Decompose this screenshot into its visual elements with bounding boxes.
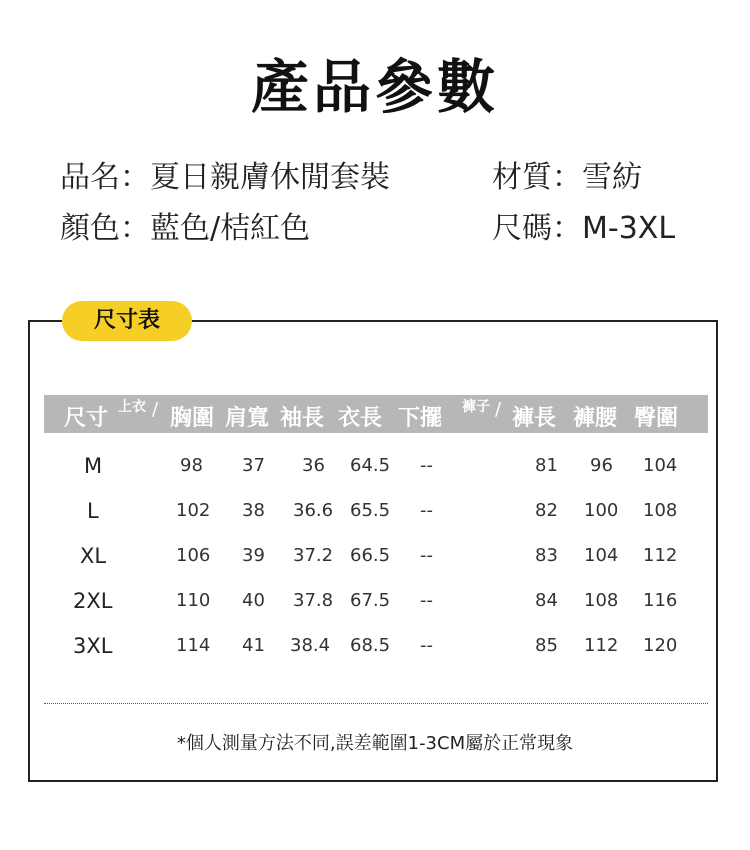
- cell-waist: 112: [584, 635, 619, 656]
- header-hem: 下擺: [398, 406, 443, 431]
- product-name-value: 夏日親膚休閒套裝: [150, 160, 390, 195]
- cell-shoulder: 38: [242, 500, 265, 521]
- cell-hem: --: [420, 500, 433, 521]
- cell-size: 3XL: [73, 634, 113, 658]
- product-name: [60, 152, 390, 196]
- table-row: [0, 496, 750, 526]
- cell-hip: 108: [643, 500, 678, 521]
- cell-pants-length: 83: [535, 545, 558, 566]
- cell-length: 66.5: [350, 545, 391, 566]
- cell-size: 2XL: [73, 589, 113, 613]
- table-row: [0, 586, 750, 616]
- cell-length: 65.5: [350, 500, 391, 521]
- cell-waist: 96: [590, 455, 613, 476]
- header-slash-top: /: [152, 399, 159, 420]
- table-row: [0, 451, 750, 481]
- header-waist: 褲腰: [573, 406, 618, 431]
- measurement-note: *個人測量方法不同,誤差範圍1-3CM屬於正常現象: [176, 733, 574, 754]
- header-shoulder: 肩寬: [225, 406, 270, 431]
- dotted-divider: [44, 703, 708, 704]
- cell-shoulder: 40: [242, 590, 265, 611]
- header-chest: 胸圍: [170, 406, 215, 431]
- header-length: 衣長: [338, 406, 383, 431]
- cell-length: 67.5: [350, 590, 391, 611]
- size-range: [492, 203, 675, 247]
- cell-hip: 112: [643, 545, 678, 566]
- header-sleeve: 袖長: [280, 406, 325, 431]
- cell-waist: 108: [584, 590, 619, 611]
- cell-sleeve: 36: [302, 455, 325, 476]
- size-range-value: M-3XL: [582, 211, 676, 246]
- cell-chest: 102: [176, 500, 211, 521]
- page-title: 產品參數: [250, 53, 499, 121]
- cell-hem: --: [420, 635, 433, 656]
- product-name-label: 品名：: [60, 160, 150, 195]
- header-hip: 臀圍: [634, 406, 679, 431]
- size-range-label: 尺碼：: [492, 211, 582, 246]
- cell-sleeve: 37.8: [293, 590, 334, 611]
- table-row: [0, 631, 750, 661]
- material: [492, 152, 642, 196]
- cell-hip: 116: [643, 590, 678, 611]
- header-pants-length: 褲長: [512, 406, 557, 431]
- cell-size: M: [84, 454, 103, 478]
- cell-shoulder: 39: [242, 545, 265, 566]
- table-row: [0, 541, 750, 571]
- cell-hip: 104: [643, 455, 678, 476]
- cell-hem: --: [420, 545, 433, 566]
- header-top-group: 上衣: [118, 399, 146, 415]
- cell-pants-length: 82: [535, 500, 558, 521]
- header-pants-group: 褲子: [462, 399, 490, 415]
- color-value: 藍色/桔紅色: [150, 211, 311, 246]
- cell-pants-length: 81: [535, 455, 558, 476]
- cell-sleeve: 37.2: [293, 545, 334, 566]
- cell-waist: 100: [584, 500, 619, 521]
- cell-size: XL: [80, 544, 107, 568]
- cell-chest: 106: [176, 545, 211, 566]
- cell-size: L: [87, 499, 99, 523]
- cell-sleeve: 38.4: [290, 635, 331, 656]
- cell-hem: --: [420, 455, 433, 476]
- cell-chest: 98: [180, 455, 203, 476]
- header-slash-pants: /: [495, 399, 502, 420]
- cell-length: 64.5: [350, 455, 391, 476]
- cell-chest: 110: [176, 590, 211, 611]
- cell-chest: 114: [176, 635, 211, 656]
- cell-waist: 104: [584, 545, 619, 566]
- size-table-tag: 尺寸表: [62, 301, 192, 341]
- cell-sleeve: 36.6: [293, 500, 334, 521]
- color-label: 顏色：: [60, 211, 150, 246]
- size-table-header: [44, 395, 708, 433]
- cell-pants-length: 84: [535, 590, 558, 611]
- header-size: 尺寸: [64, 406, 109, 431]
- cell-pants-length: 85: [535, 635, 558, 656]
- cell-length: 68.5: [350, 635, 391, 656]
- color: [60, 203, 310, 247]
- material-label: 材質：: [492, 160, 582, 195]
- cell-hip: 120: [643, 635, 678, 656]
- cell-shoulder: 41: [242, 635, 265, 656]
- cell-hem: --: [420, 590, 433, 611]
- material-value: 雪紡: [582, 160, 642, 195]
- cell-shoulder: 37: [242, 455, 265, 476]
